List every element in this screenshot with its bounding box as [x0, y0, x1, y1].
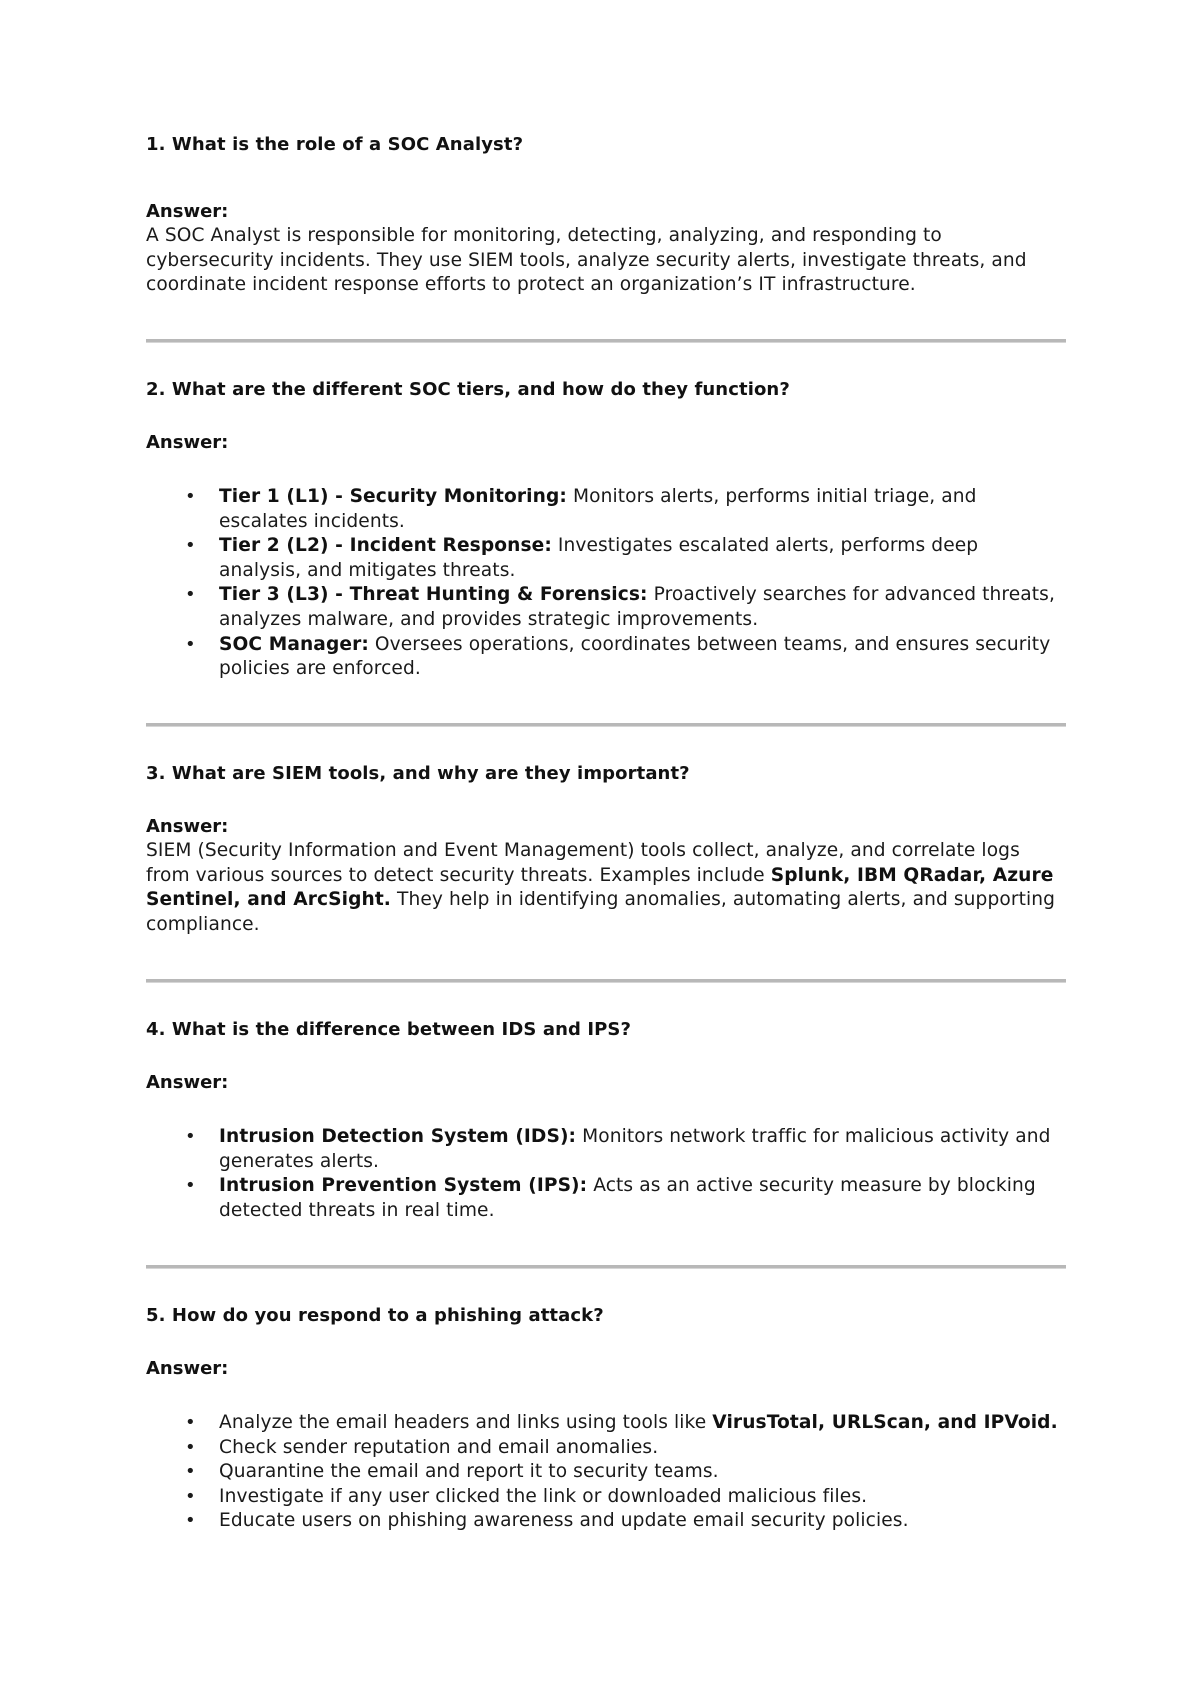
answer-3-text-part: SIEM (Security Information and Event Management) tools collect, analyze, and correlate logs from various sources to detect security threats. Examples include — [146, 840, 1020, 886]
answer-4-label: Answer: — [146, 1072, 229, 1093]
section-2-answer — [146, 431, 1066, 455]
divider-1 — [146, 339, 1066, 343]
bullet-dot: • — [185, 1461, 196, 1483]
section-3 — [146, 762, 1066, 786]
bullet-dot: • — [185, 1510, 196, 1532]
list-item-text: Quarantine the email and report it to security teams. — [219, 1461, 719, 1483]
list-item-text: Check sender reputation and email anomalies. — [219, 1436, 659, 1458]
list-item-text: Oversees operations, coordinates between teams, and ensures security policies are enforced. — [219, 633, 1051, 680]
bullet-dot: • — [185, 486, 196, 507]
list-item — [146, 485, 1066, 534]
list-item-bold: Intrusion Prevention System (IPS): — [219, 1175, 588, 1197]
list-item-text: Proactively searches for advanced threats, analyzes malware, and provides strategic improvements. — [219, 584, 1055, 630]
list-item — [146, 1509, 1066, 1534]
section-4-answer — [146, 1071, 1066, 1095]
bullet-dot: • — [185, 584, 196, 606]
list-item-bold: Tier 2 (L2) - Incident Response: — [219, 535, 552, 557]
list-item-text: Analyze the email headers and links using tools like — [219, 1412, 713, 1433]
bullet-dot: • — [185, 633, 196, 655]
list-item-bold: Tier 1 (L1) - Security Monitoring: — [219, 486, 567, 507]
section-2 — [146, 378, 1066, 402]
tiers-list — [146, 485, 1066, 682]
answer-2-label: Answer: — [146, 432, 229, 453]
bullet-dot: • — [185, 1175, 196, 1197]
answer-5-label: Answer: — [146, 1358, 229, 1379]
bullet-dot: • — [185, 1126, 196, 1147]
answer-3-label: Answer: — [146, 816, 229, 837]
list-item — [146, 1174, 1066, 1223]
answer-1-text-span: A SOC Analyst is responsible for monitoring, detecting, analyzing, and responding to cybersecurity incidents. They use SIEM tools, analyze security alerts, investigate threats, and coordinate incident response efforts to protect an organization’s IT infrastructure. — [146, 225, 1027, 296]
list-item-text: Educate users on phishing awareness and update email security policies. — [219, 1510, 909, 1532]
section-1 — [146, 133, 1066, 157]
list-item-text: Investigate if any user clicked the link or downloaded malicious files. — [219, 1485, 868, 1507]
divider-2 — [146, 723, 1066, 727]
list-item — [146, 1485, 1066, 1510]
answer-3-text-part: They help in identifying anomalies, automating alerts, and supporting compliance. — [146, 889, 1056, 935]
list-item-bold: VirusTotal, URLScan, and IPVoid. — [712, 1412, 1058, 1433]
section-5-answer — [146, 1357, 1066, 1381]
list-item-text: Monitors network traffic for malicious activity and generates alerts. — [219, 1126, 1051, 1172]
section-2-list — [146, 485, 1066, 682]
ids-ips-list — [146, 1125, 1066, 1223]
answer-3-text-bold: Splunk, IBM QRadar, Azure Sentinel, and ArcSight. — [146, 864, 1054, 911]
section-5 — [146, 1304, 1066, 1328]
list-item-text: Investigates escalated alerts, performs deep analysis, and mitigates threats. — [219, 535, 979, 581]
list-item-text: Acts as an active security measure by blocking detected threats in real time. — [219, 1175, 1036, 1221]
phishing-steps-list — [146, 1411, 1066, 1534]
list-item — [146, 633, 1066, 682]
list-item — [146, 1125, 1066, 1174]
bullet-dot: • — [185, 1485, 196, 1507]
section-3-answer — [146, 815, 1066, 937]
bullet-dot: • — [185, 1412, 196, 1433]
list-item — [146, 1460, 1066, 1485]
answer-1-text — [146, 224, 1066, 298]
divider-3 — [146, 979, 1066, 983]
list-item — [146, 583, 1066, 632]
bullet-dot: • — [185, 1436, 196, 1458]
section-4-list — [146, 1125, 1066, 1223]
list-item — [146, 534, 1066, 583]
section-4 — [146, 1018, 1066, 1042]
question-3-heading: 3. What are SIEM tools, and why are they important? — [146, 763, 690, 784]
answer-1-label: Answer: — [146, 201, 229, 222]
section-1-answer — [146, 200, 1066, 298]
question-2-heading: 2. What are the different SOC tiers, and how do they function? — [146, 379, 790, 400]
list-item-bold: SOC Manager: — [219, 633, 369, 655]
list-item — [146, 1411, 1066, 1436]
list-item-bold: Tier 3 (L3) - Threat Hunting & Forensics: — [219, 584, 648, 606]
divider-4 — [146, 1265, 1066, 1269]
list-item-text: Monitors alerts, performs initial triage, and escalates incidents. — [219, 486, 977, 532]
question-5-heading: 5. How do you respond to a phishing attack? — [146, 1305, 604, 1326]
question-4-heading: 4. What is the difference between IDS and IPS? — [146, 1019, 632, 1040]
answer-3-text — [146, 839, 1066, 937]
bullet-dot: • — [185, 535, 196, 557]
list-item — [146, 1436, 1066, 1461]
list-item-bold: Intrusion Detection System (IDS): — [219, 1126, 577, 1147]
question-1-heading: 1. What is the role of a SOC Analyst? — [146, 134, 524, 155]
section-5-list — [146, 1411, 1066, 1534]
